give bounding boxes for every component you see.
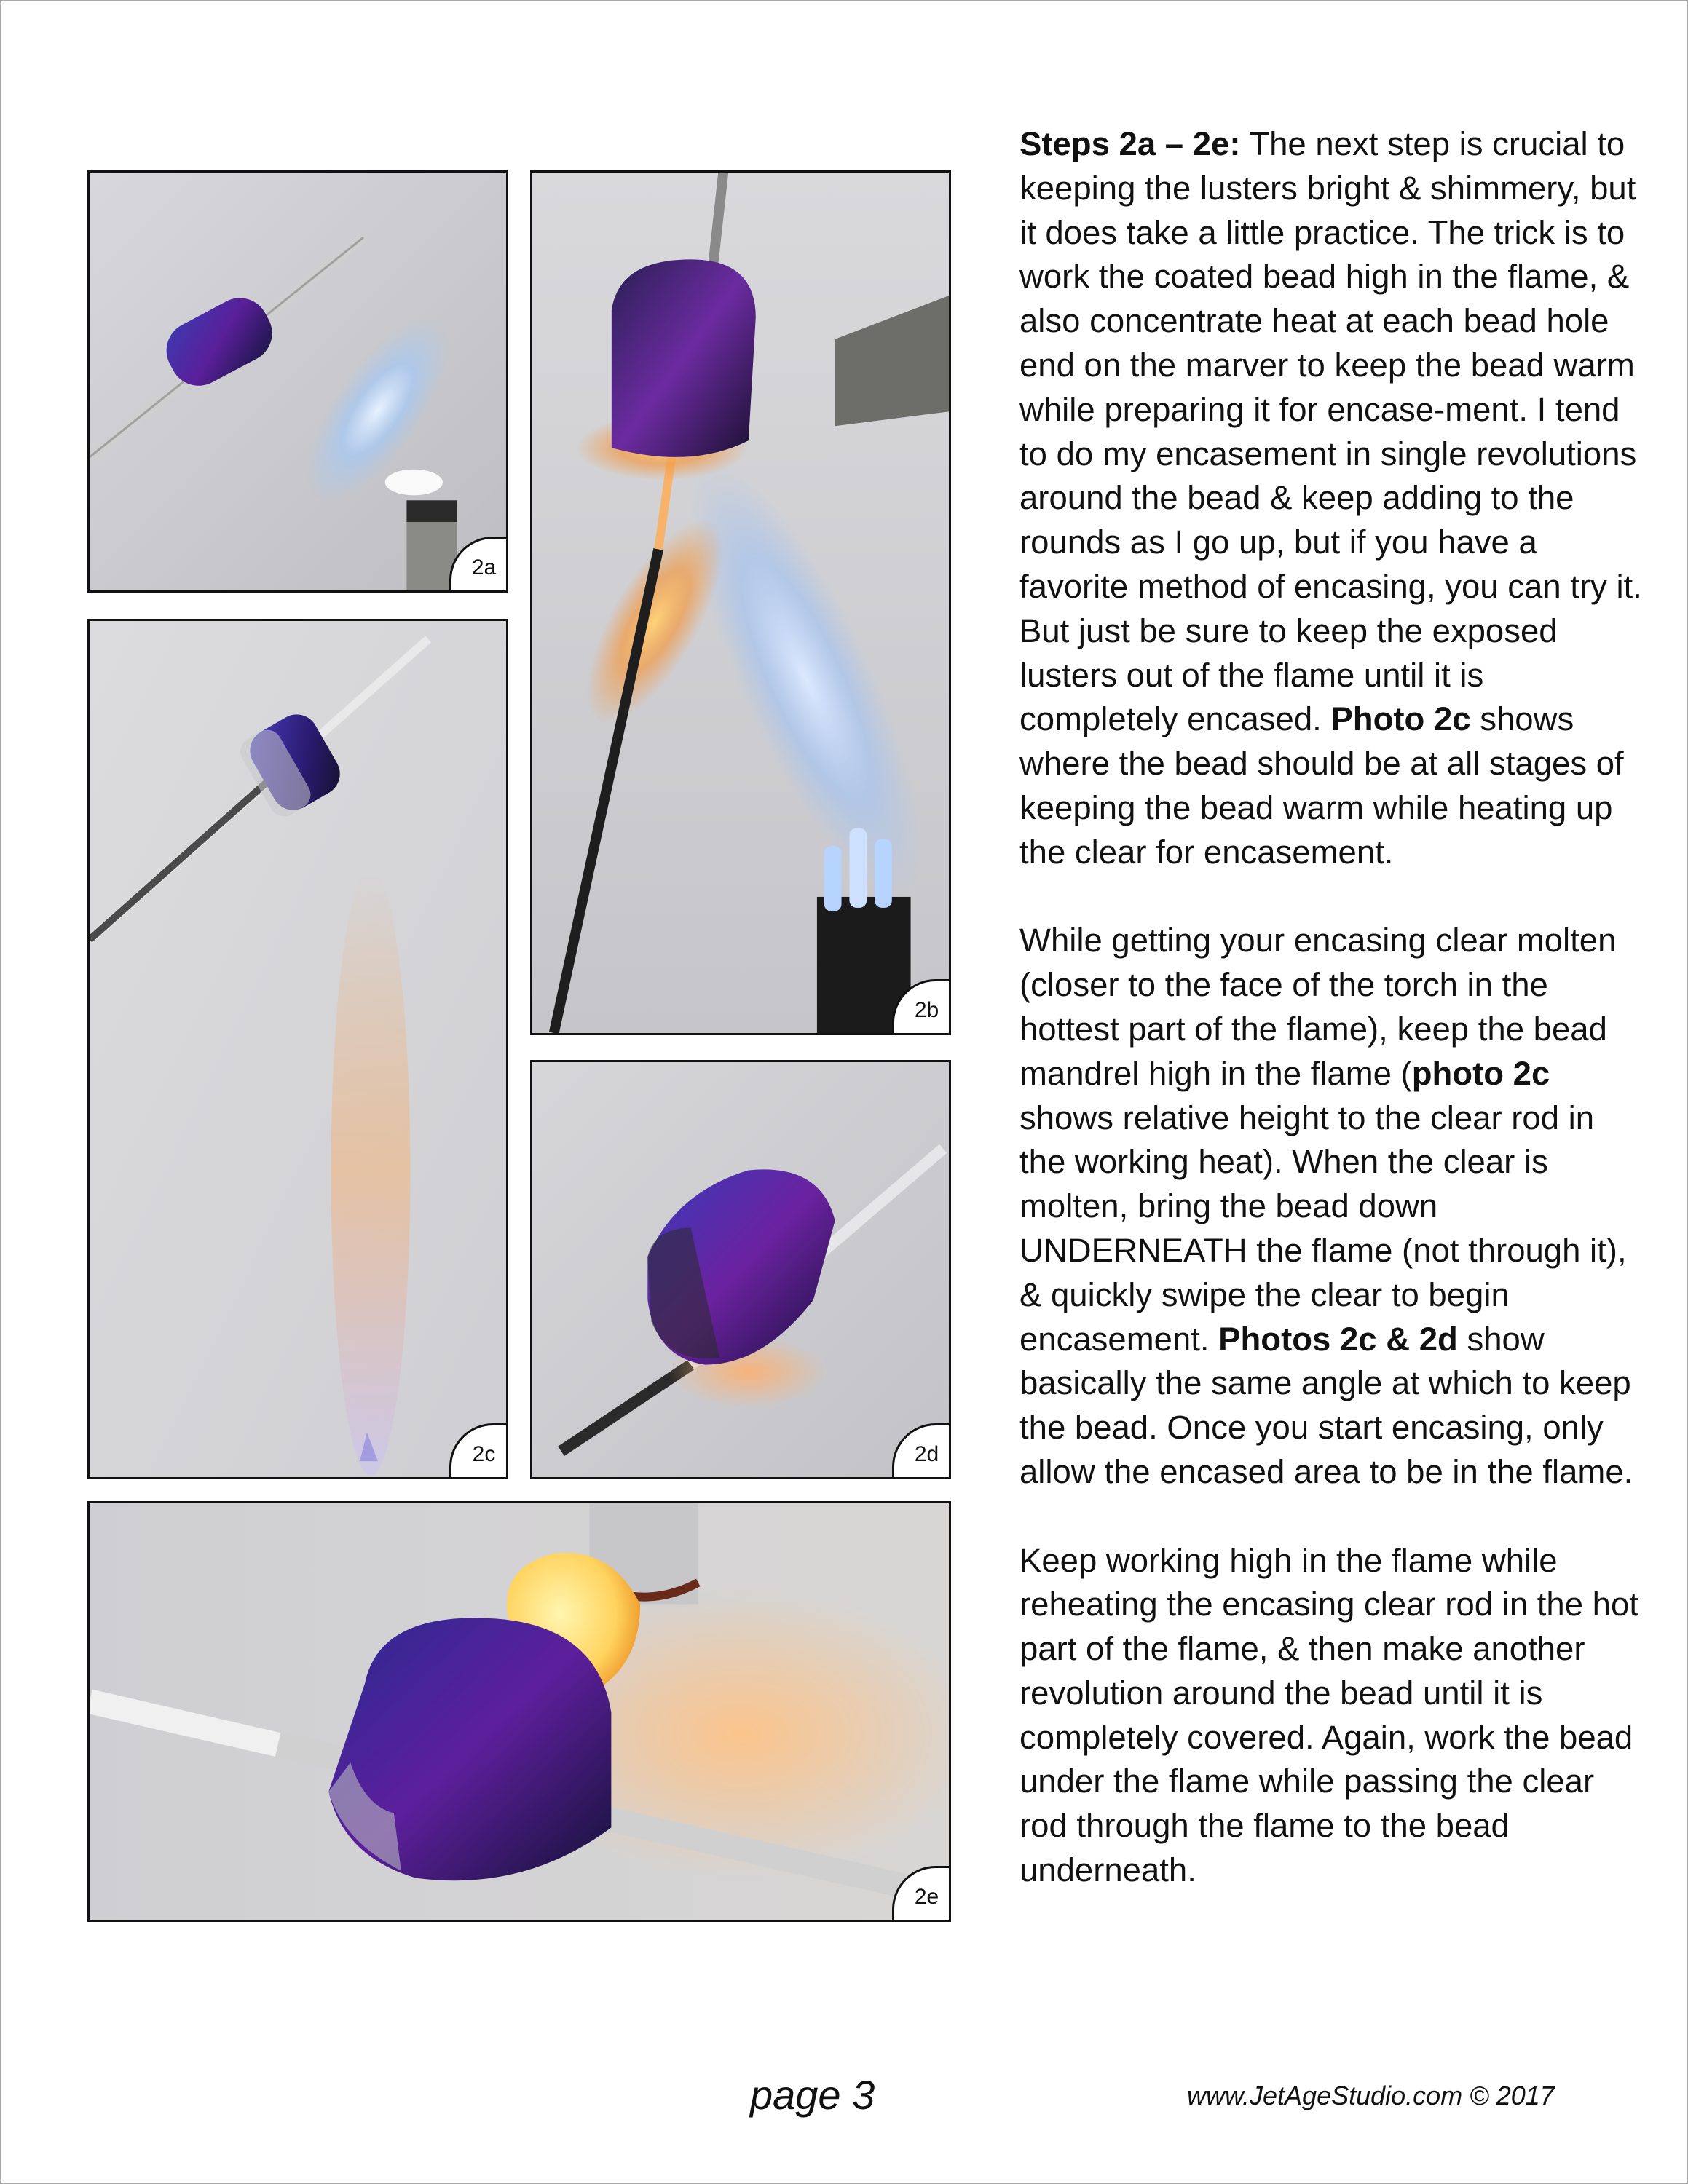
photo-2a (87, 170, 508, 593)
text-span: show basically the same angle at which to keep the bead. Once you start encasing, only allow the encased area to be in the flame. (1019, 1320, 1633, 1490)
steps-heading: Steps 2a – 2e: (1019, 125, 1241, 162)
photo-2a-image (90, 173, 506, 590)
text-span: Keep working high in the flame while reheating the encasing clear rod in the hot part of the flame, & then make another revolution around the bead until it is completely covered. Again, work the bead under the flame while passing the clear rod through the flame to the bead underneath. (1019, 1541, 1638, 1889)
photo-reference: photo 2c (1411, 1054, 1550, 1092)
photo-label: 2a (449, 537, 508, 592)
text-span: The next step is crucial to keeping the lusters bright & shimmery, but it does take a little practice. The trick is to work the coated bead high in the flame, & also concentrate heat at each bead hole end on the marver to keep the bead warm while preparing it for encase-ment. I tend to do my encasement in single revolutions around the bead & keep adding to the rounds as I go up, but if you have a favorite method of encasing, you can try it. But just be sure to keep the exposed lusters out of the flame until it is completely encased. (1019, 125, 1642, 738)
photo-reference: Photos 2c & 2d (1218, 1320, 1458, 1358)
paragraph-steps-2a-2e (1019, 122, 1646, 875)
photo-2b (530, 170, 951, 1035)
photo-2e-image (90, 1503, 949, 1920)
page-number: page 3 (750, 2072, 875, 2118)
text-span: shows relative height to the clear rod in the working heat). When the clear is molten, bring the bead down UNDERNEATH the flame (not through it), & quickly swipe the clear to begin encasement. (1019, 1099, 1627, 1358)
photo-label: 2d (892, 1423, 950, 1479)
text-span: While getting your encasing clear molten (closer to the face of the torch in the hottest part of the flame), keep the bead mandrel high in the flame ( (1019, 922, 1617, 1092)
text-span: shows where the bead should be at all stages of keeping the bead warm while heating up the clear for encasement. (1019, 700, 1624, 871)
photo-2c-image (90, 621, 506, 1477)
photo-reference: Photo 2c (1330, 700, 1471, 738)
footer-copyright: www.JetAgeStudio.com © 2017 (1187, 2081, 1555, 2110)
photo-2e (87, 1501, 951, 1922)
paragraph-keep-working (1019, 1539, 1646, 1893)
photo-label: 2e (892, 1866, 950, 1921)
instructions-text (1019, 122, 1646, 1937)
photo-2b-image (532, 173, 949, 1033)
photo-2d (530, 1060, 951, 1479)
photo-label: 2b (892, 979, 950, 1034)
photo-2d-image (532, 1062, 949, 1477)
paragraph-encasing-clear (1019, 919, 1646, 1494)
photo-2c (87, 619, 508, 1479)
photo-label: 2c (449, 1423, 508, 1479)
